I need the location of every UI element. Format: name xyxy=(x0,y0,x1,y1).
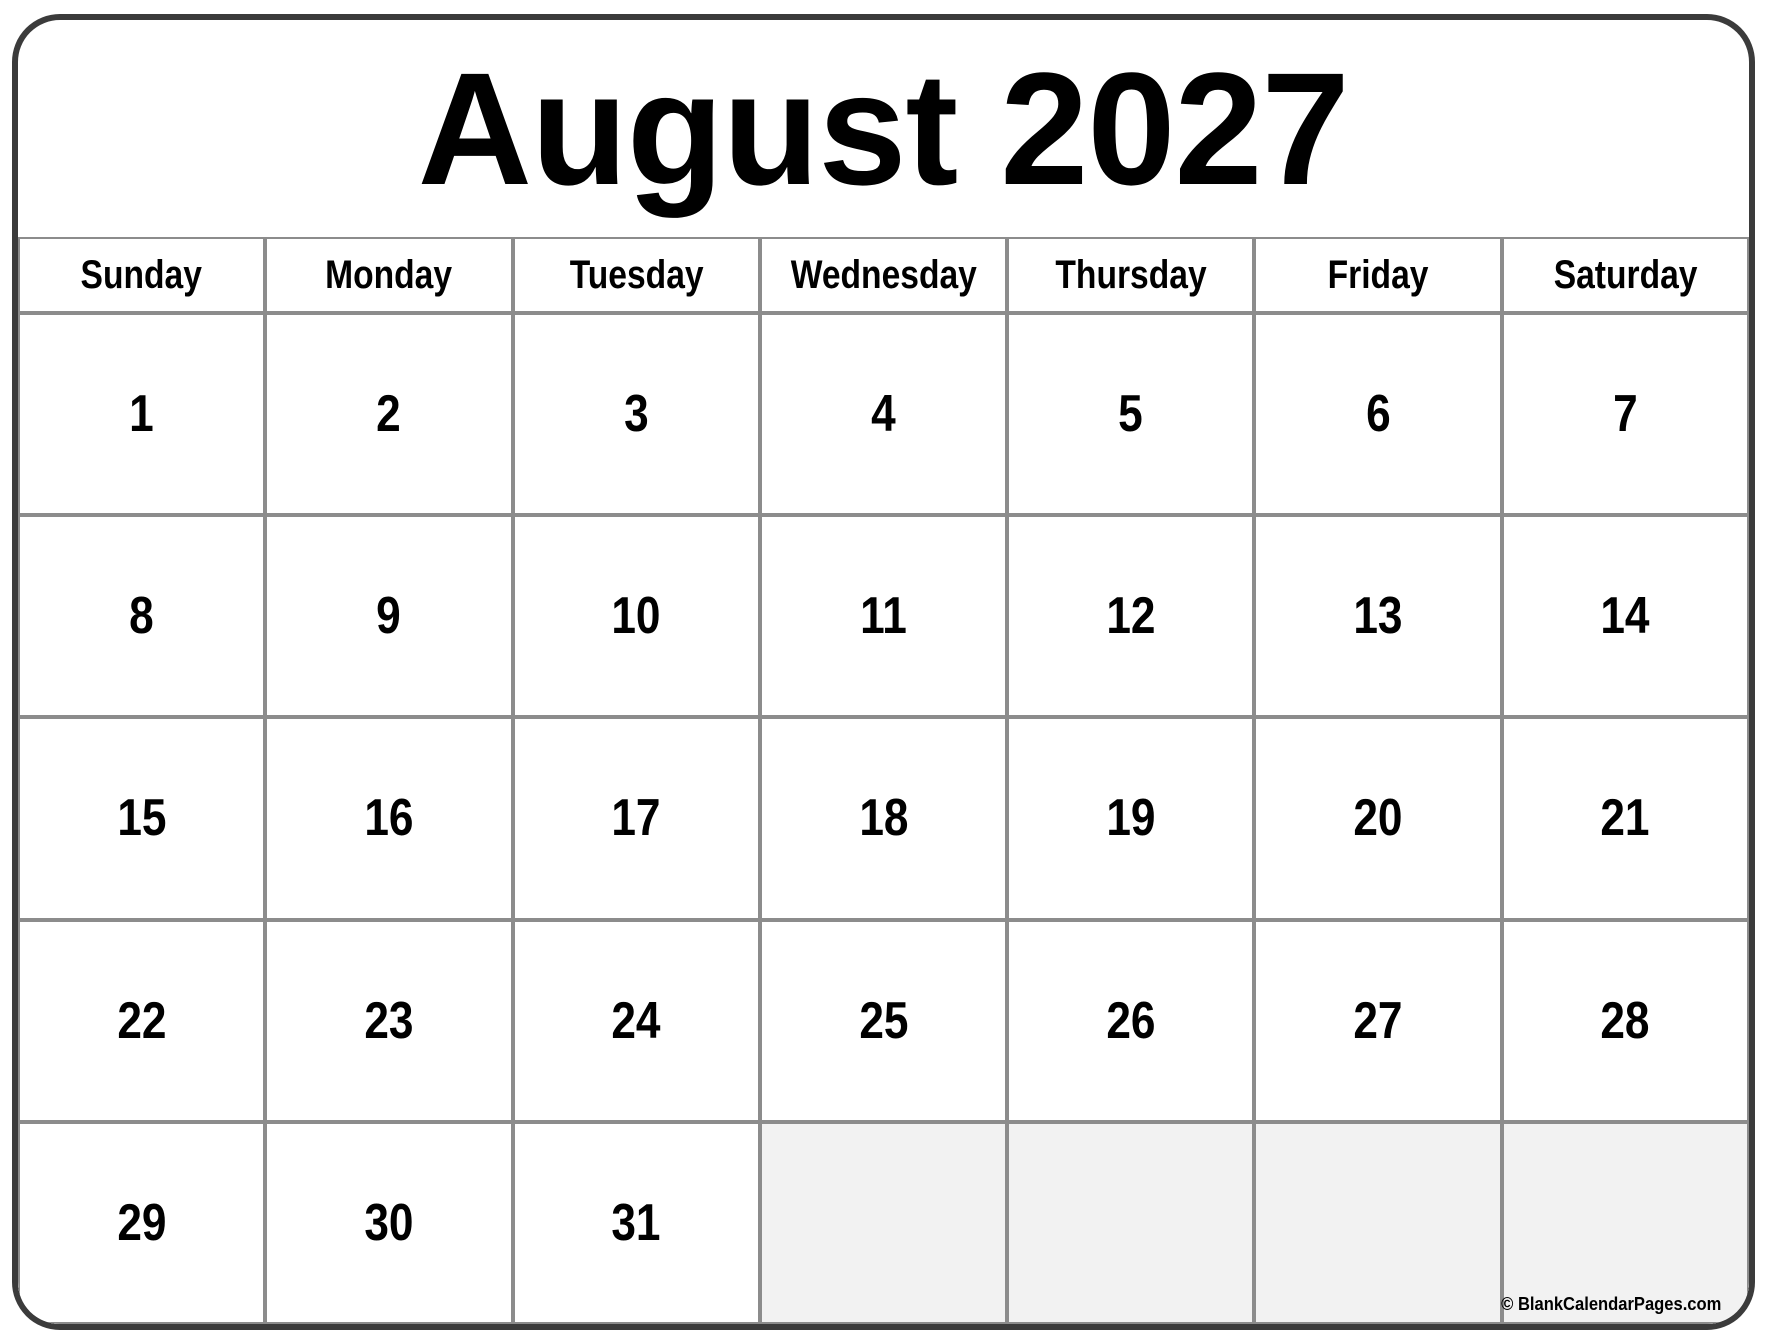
day-number: 14 xyxy=(1600,587,1650,646)
day-number: 11 xyxy=(860,587,907,646)
day-cell-4 xyxy=(760,313,1007,515)
day-number: 30 xyxy=(364,1193,414,1252)
day-cell-18 xyxy=(760,717,1007,919)
day-number: 10 xyxy=(611,587,661,646)
day-number: 19 xyxy=(1106,789,1156,848)
day-number: 5 xyxy=(1118,385,1144,444)
day-number: 29 xyxy=(117,1193,167,1252)
day-cell-14 xyxy=(1502,515,1749,717)
day-number: 24 xyxy=(611,991,661,1050)
day-cell-2 xyxy=(265,313,512,515)
day-cell-23 xyxy=(265,920,512,1122)
day-cell-15 xyxy=(18,717,265,919)
day-cell-27 xyxy=(1254,920,1501,1122)
day-number: 18 xyxy=(858,789,909,848)
day-number: 15 xyxy=(117,789,167,848)
day-header-tuesday xyxy=(513,237,760,313)
day-number: 8 xyxy=(129,587,154,646)
day-header-wednesday xyxy=(760,237,1007,313)
day-number: 27 xyxy=(1353,991,1403,1050)
day-header-label: Sunday xyxy=(80,252,203,297)
day-number: 3 xyxy=(623,385,649,444)
watermark: © BlankCalendarPages.com xyxy=(1500,1294,1721,1314)
day-cell-3 xyxy=(513,313,760,515)
day-cell-16 xyxy=(265,717,512,919)
day-header-saturday xyxy=(1502,237,1749,313)
day-cell-11 xyxy=(760,515,1007,717)
day-header-label: Thursday xyxy=(1055,252,1207,297)
day-number: 17 xyxy=(611,789,661,848)
day-number: 1 xyxy=(129,385,154,444)
day-header-thursday xyxy=(1007,237,1254,313)
calendar-page xyxy=(12,14,1755,1330)
title-area xyxy=(18,20,1749,237)
day-cell-24 xyxy=(513,920,760,1122)
day-cell-29 xyxy=(18,1122,265,1324)
day-number: 13 xyxy=(1353,587,1403,646)
day-cell-21 xyxy=(1502,717,1749,919)
day-cell-1 xyxy=(18,313,265,515)
day-cell-28 xyxy=(1502,920,1749,1122)
day-cell-12 xyxy=(1007,515,1254,717)
day-number: 23 xyxy=(364,991,414,1050)
day-cell-20 xyxy=(1254,717,1501,919)
day-number: 26 xyxy=(1106,991,1156,1050)
day-header-label: Wednesday xyxy=(790,252,977,297)
day-cell-7 xyxy=(1502,313,1749,515)
day-header-label: Saturday xyxy=(1553,252,1698,297)
day-number: 22 xyxy=(117,991,167,1050)
day-number: 28 xyxy=(1600,991,1650,1050)
day-number: 9 xyxy=(376,587,402,646)
day-header-label: Friday xyxy=(1327,252,1429,297)
day-cell-empty xyxy=(1254,1122,1501,1324)
day-cell-17 xyxy=(513,717,760,919)
day-number: 4 xyxy=(871,385,896,444)
day-header-label: Tuesday xyxy=(569,252,704,297)
day-cell-13 xyxy=(1254,515,1501,717)
day-cell-22 xyxy=(18,920,265,1122)
day-number: 20 xyxy=(1353,789,1403,848)
day-cell-26 xyxy=(1007,920,1254,1122)
day-cell-5 xyxy=(1007,313,1254,515)
day-number: 16 xyxy=(364,789,414,848)
day-number: 2 xyxy=(376,385,402,444)
day-cell-empty xyxy=(1007,1122,1254,1324)
page-title: August 2027 xyxy=(417,38,1350,218)
day-number: 21 xyxy=(1600,789,1650,848)
day-cell-9 xyxy=(265,515,512,717)
day-cell-19 xyxy=(1007,717,1254,919)
day-cell-30 xyxy=(265,1122,512,1324)
day-number: 12 xyxy=(1106,587,1156,646)
day-cell-25 xyxy=(760,920,1007,1122)
calendar-grid xyxy=(18,237,1749,1324)
day-cell-8 xyxy=(18,515,265,717)
day-header-label: Monday xyxy=(325,252,453,297)
day-cell-10 xyxy=(513,515,760,717)
day-header-monday xyxy=(265,237,512,313)
day-number: 31 xyxy=(611,1193,661,1252)
day-cell-6 xyxy=(1254,313,1501,515)
day-number: 6 xyxy=(1365,385,1391,444)
day-number: 25 xyxy=(858,991,909,1050)
day-header-sunday xyxy=(18,237,265,313)
day-cell-empty xyxy=(760,1122,1007,1324)
day-cell-31 xyxy=(513,1122,760,1324)
day-number: 7 xyxy=(1613,385,1638,444)
day-header-friday xyxy=(1254,237,1501,313)
